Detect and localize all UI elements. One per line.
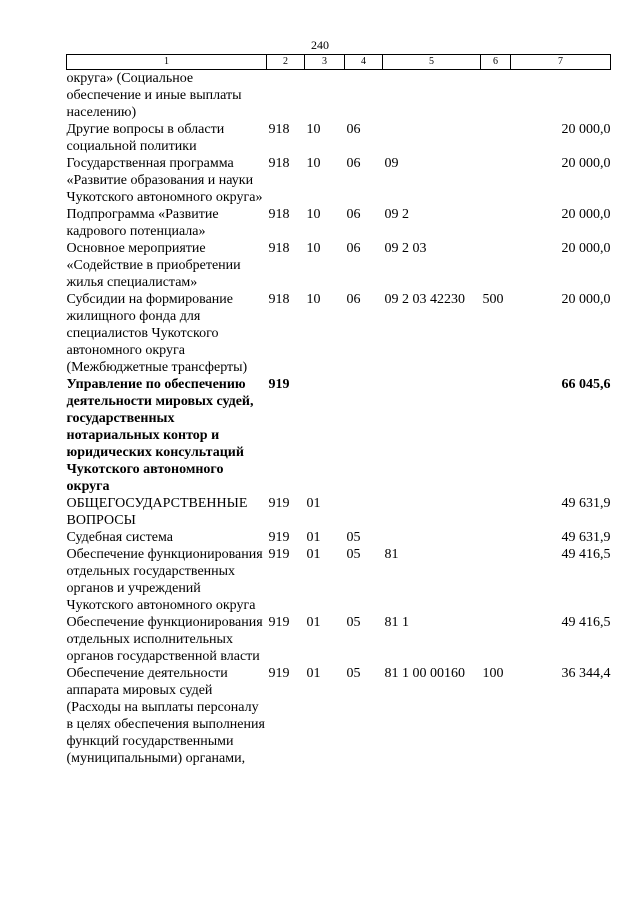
row-name: Субсидии на формирование жилищного фонда для специалистов Чукотского автономного округа (Межбюджетные трансферты)	[66, 292, 248, 375]
row-csr-code	[383, 529, 481, 546]
row-sum: 49 631,9	[561, 496, 611, 511]
row-sum: 49 416,5	[561, 615, 611, 630]
table-row	[67, 495, 611, 529]
row-pr-code: 05	[346, 530, 361, 545]
row-vr-code	[481, 155, 511, 206]
row-rz-code: 01	[306, 666, 321, 681]
row-sum: 36 344,4	[561, 666, 611, 681]
row-gr-code: 919	[268, 377, 290, 392]
row-sum: 20 000,0	[561, 292, 611, 307]
column-header-name: 1	[67, 55, 267, 70]
row-csr-code: 09 2	[384, 207, 409, 222]
column-number-header-row	[67, 55, 611, 70]
row-name: округа» (Социальное обеспечение и иные выплаты населению)	[66, 71, 242, 120]
row-pr-code: 06	[346, 156, 361, 171]
row-pr-code: 06	[346, 292, 361, 307]
table-row	[67, 155, 611, 206]
row-rz-code: 01	[306, 547, 321, 562]
table-row	[67, 206, 611, 240]
row-sum: 49 631,9	[561, 530, 611, 545]
row-pr-code: 06	[346, 241, 361, 256]
table-row	[67, 376, 611, 495]
row-vr-code	[481, 529, 511, 546]
row-name: Управление по обеспечению деятельности мировых судей, государственных нотариальных контор и юридических консультаций Чукотского автономного округа	[66, 377, 254, 494]
column-header-csr: 5	[383, 55, 481, 70]
row-rz-code: 10	[306, 241, 321, 256]
row-name: Обеспечение деятельности аппарата мировых судей (Расходы на выплаты персоналу в целях обеспечения выполнения функций государственными (муниципальными) органами,	[66, 666, 265, 766]
row-name: Государственная программа «Развитие образования и науки Чукотского автономного округа»	[66, 156, 263, 205]
row-vr-code	[481, 495, 511, 529]
row-gr-code: 918	[268, 241, 290, 256]
row-vr-code	[481, 121, 511, 155]
row-gr-code: 918	[268, 292, 290, 307]
row-sum: 66 045,6	[561, 377, 611, 392]
table-row	[67, 121, 611, 155]
table-row	[67, 240, 611, 291]
row-sum: 49 416,5	[561, 547, 611, 562]
row-gr-code: 919	[268, 666, 290, 681]
row-csr-code: 09 2 03 42230	[384, 292, 465, 307]
row-rz-code: 10	[306, 122, 321, 137]
budget-table	[66, 54, 611, 767]
table-row	[67, 70, 611, 122]
row-name: Основное мероприятие «Содействие в приобретении жилья специалистам»	[66, 241, 241, 290]
row-rz-code	[305, 70, 345, 122]
row-rz-code: 01	[306, 496, 321, 511]
row-name: ОБЩЕГОСУДАРСТВЕННЫЕ ВОПРОСЫ	[66, 496, 248, 528]
column-header-rz: 3	[305, 55, 345, 70]
row-name: Другие вопросы в области социальной политики	[66, 122, 225, 154]
row-csr-code	[383, 376, 481, 495]
row-csr-code: 09	[384, 156, 399, 171]
row-gr-code: 919	[268, 530, 290, 545]
row-vr-code	[481, 376, 511, 495]
column-header-sum: 7	[511, 55, 611, 70]
row-vr-code: 500	[482, 292, 504, 307]
row-rz-code: 10	[306, 156, 321, 171]
row-pr-code: 05	[346, 615, 361, 630]
row-rz-code	[305, 376, 345, 495]
row-vr-code: 100	[482, 666, 504, 681]
row-vr-code	[481, 70, 511, 122]
row-gr-code: 919	[268, 496, 290, 511]
row-vr-code	[481, 614, 511, 665]
row-csr-code: 09 2 03	[384, 241, 427, 256]
row-sum	[511, 70, 611, 122]
row-sum: 20 000,0	[561, 241, 611, 256]
row-gr-code: 919	[268, 547, 290, 562]
row-rz-code: 10	[306, 207, 321, 222]
row-sum: 20 000,0	[561, 156, 611, 171]
row-rz-code: 01	[306, 615, 321, 630]
table-row	[67, 529, 611, 546]
row-gr-code: 919	[268, 615, 290, 630]
row-rz-code: 10	[306, 292, 321, 307]
row-rz-code: 01	[306, 530, 321, 545]
row-sum: 20 000,0	[561, 207, 611, 222]
row-sum: 20 000,0	[561, 122, 611, 137]
row-csr-code	[383, 121, 481, 155]
row-csr-code: 81	[384, 547, 399, 562]
row-gr-code: 918	[268, 207, 290, 222]
row-pr-code: 05	[346, 547, 361, 562]
row-pr-code	[345, 376, 383, 495]
row-name: Обеспечение функционирования отдельных государственных органов и учреждений Чукотского автономного округа	[66, 547, 263, 613]
column-header-pr: 4	[345, 55, 383, 70]
row-gr-code	[267, 70, 305, 122]
table-row	[67, 614, 611, 665]
row-csr-code: 81 1	[384, 615, 409, 630]
row-name: Судебная система	[66, 530, 173, 545]
row-gr-code: 918	[268, 122, 290, 137]
table-row	[67, 665, 611, 767]
column-header-vr: 6	[481, 55, 511, 70]
row-pr-code	[345, 495, 383, 529]
row-gr-code: 918	[268, 156, 290, 171]
row-vr-code	[481, 206, 511, 240]
row-pr-code	[345, 70, 383, 122]
page-number: 240	[311, 38, 329, 52]
row-pr-code: 06	[346, 207, 361, 222]
table-row	[67, 291, 611, 376]
row-vr-code	[481, 546, 511, 614]
row-name: Подпрограмма «Развитие кадрового потенциала»	[66, 207, 219, 239]
row-name: Обеспечение функционирования отдельных исполнительных органов государственной власти	[66, 615, 263, 664]
row-csr-code	[383, 70, 481, 122]
row-pr-code: 05	[346, 666, 361, 681]
row-csr-code: 81 1 00 00160	[384, 666, 465, 681]
column-header-gr: 2	[267, 55, 305, 70]
row-pr-code: 06	[346, 122, 361, 137]
table-row	[67, 546, 611, 614]
row-vr-code	[481, 240, 511, 291]
row-csr-code	[383, 495, 481, 529]
